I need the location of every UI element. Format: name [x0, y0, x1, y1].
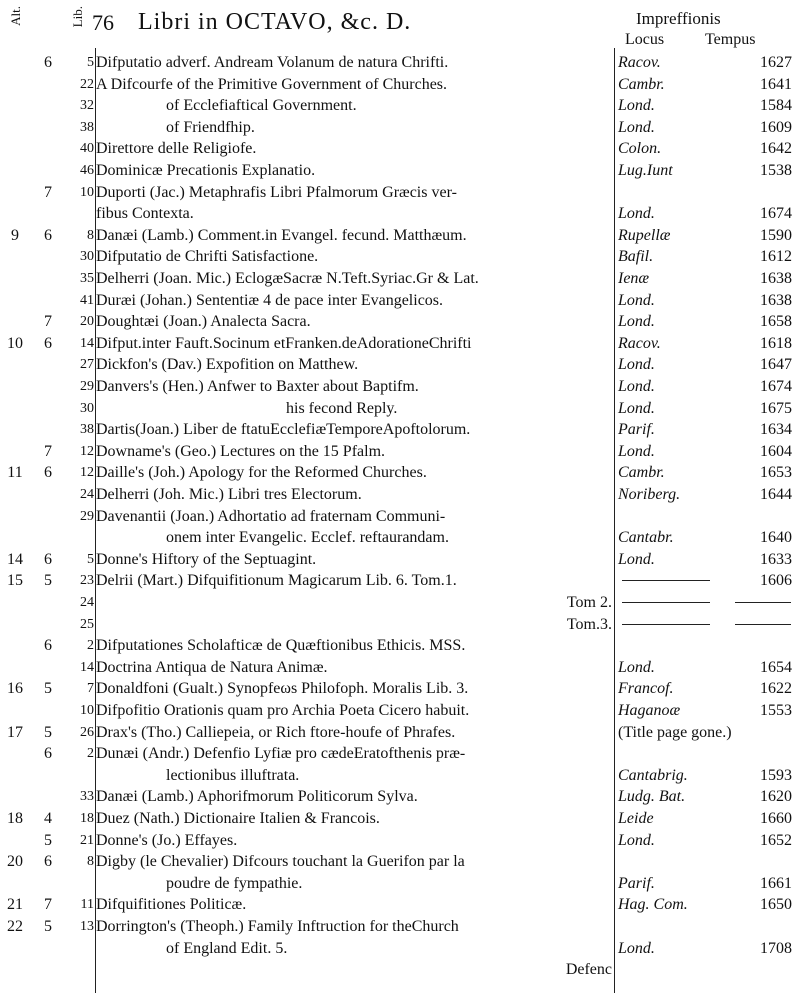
entry-title: Digby (le Chevalier) Difcours touchant la Guerifon par la — [96, 853, 465, 871]
imprint-year: 1647 — [760, 356, 792, 374]
lib-number: 4 — [44, 810, 52, 827]
imprint-place: Leide — [618, 810, 654, 827]
alt-column-header: Alt. — [8, 6, 23, 26]
imprint-place: Ienæ — [618, 270, 650, 287]
catalogue-row — [0, 614, 795, 635]
catalogue-row — [0, 376, 795, 397]
alt-number: 21 — [7, 896, 23, 914]
lib-number: 7 — [44, 896, 52, 914]
item-number: 24 — [80, 595, 94, 610]
imprint-place: Parif. — [618, 874, 655, 892]
catalogue-row — [0, 354, 795, 375]
entry-title: Donne's (Jo.) Effayes. — [96, 831, 238, 849]
catalogue-row — [0, 333, 795, 354]
imprint-place: Lond. — [618, 313, 655, 331]
imprint-place: Parif. — [618, 421, 655, 439]
ditto-rule — [622, 580, 710, 581]
item-number: 8 — [87, 854, 94, 870]
entry-title: of England Edit. 5. — [166, 939, 288, 957]
item-number: 32 — [80, 98, 94, 114]
imprint-place: Bafil. — [618, 248, 654, 266]
item-number: 11 — [80, 897, 94, 913]
alt-number: 14 — [7, 550, 23, 568]
catalogue-row — [0, 290, 795, 311]
lib-number: 7 — [44, 313, 52, 331]
alt-number: 10 — [7, 334, 23, 352]
entry-title: of Friendfhip. — [166, 118, 255, 136]
item-number: 23 — [80, 573, 94, 589]
item-number: 10 — [80, 703, 94, 718]
entry-title: fibus Contexta. — [96, 205, 194, 223]
imprint-year: 1584 — [760, 97, 792, 115]
entry-title: Doctrina Antiqua de Natura Animæ. — [96, 658, 328, 676]
entry-title: Downame's (Geo.) Lectures on the 15 Pfalm. — [96, 442, 386, 460]
entry-title: Delherri (Joan. Mic.) EclogæSacræ N.Teft.Syriac.Gr & Lat. — [96, 270, 479, 287]
page-title: Libri in OCTAVO, &c. D. — [138, 9, 412, 35]
imprint-year: 1661 — [760, 874, 792, 892]
catalogue-row — [0, 570, 795, 591]
imprint-place: Lond. — [618, 939, 655, 957]
lib-number: 6 — [44, 853, 52, 871]
imprint-place: Cantabrig. — [618, 766, 688, 784]
imprint-year: 1633 — [760, 550, 792, 568]
catalogue-row — [0, 743, 795, 764]
catalogue-row — [0, 268, 795, 289]
item-number: 27 — [80, 357, 94, 373]
entry-title: his fecond Reply. — [286, 399, 398, 417]
imprint-year: 1654 — [760, 658, 792, 676]
catalogue-row — [0, 95, 795, 116]
catalogue-row — [0, 959, 795, 980]
entry-title: Difputationes Scholafticæ de Quæftionibus Ethicis. MSS. — [96, 637, 466, 655]
catalogue-row — [0, 203, 795, 224]
alt-number: 16 — [7, 680, 23, 698]
imprint-year: 1538 — [760, 162, 792, 179]
entry-title: Donaldfoni (Gualt.) Synopfeωs Philofoph. Moralis Lib. 3. — [96, 680, 469, 698]
imprint-place: Lond. — [618, 442, 655, 460]
page-number: 76 — [92, 10, 114, 35]
entry-title: lectionibus illuftrata. — [166, 766, 300, 784]
imprint-year: 1674 — [760, 378, 792, 395]
imprint-place: Noriberg. — [618, 486, 681, 503]
item-number: 30 — [80, 249, 94, 265]
entry-title: Delherri (Joh. Mic.) Libri tres Electorum. — [96, 486, 362, 503]
imprint-place: Cambr. — [618, 75, 665, 93]
item-number: 8 — [87, 227, 94, 243]
item-number: 12 — [80, 465, 94, 481]
item-number: 5 — [87, 55, 94, 70]
catalogue-row — [0, 484, 795, 505]
imprint-year: 1642 — [760, 140, 792, 158]
item-number: 14 — [80, 335, 94, 351]
lib-number: 6 — [44, 54, 52, 71]
lib-number: 6 — [44, 464, 52, 482]
imprint-year: 1652 — [760, 831, 792, 849]
catalogue-row — [0, 225, 795, 246]
item-number: 7 — [87, 681, 94, 697]
imprint-year: 1650 — [760, 896, 792, 914]
item-number: 41 — [80, 292, 94, 308]
item-number: 5 — [87, 551, 94, 567]
entry-title: Difquifitiones Politicæ. — [96, 896, 247, 914]
catalogue-row — [0, 635, 795, 656]
item-number: 40 — [80, 141, 94, 157]
lib-number: 6 — [44, 226, 52, 244]
item-number: 18 — [80, 811, 94, 826]
item-number: 33 — [80, 789, 94, 805]
lib-number: 6 — [44, 745, 52, 763]
imprint-year: 1590 — [760, 226, 792, 244]
catalogue-row — [0, 398, 795, 419]
catalogue-row — [0, 657, 795, 678]
item-number: 25 — [80, 616, 94, 632]
catalogue-row — [0, 182, 795, 203]
entry-title: poudre de fympathie. — [166, 874, 303, 892]
catalogue-row — [0, 549, 795, 570]
catalogue-row — [0, 52, 795, 73]
alt-number: 9 — [11, 226, 19, 244]
lib-number: 7 — [44, 183, 52, 201]
catalogue-row — [0, 830, 795, 851]
imprint-place: Racov. — [618, 334, 661, 352]
imprint-place: Lond. — [618, 291, 655, 309]
entry-title: Dunæi (Andr.) Defenfio Lyfiæ pro cædeEratofthenis præ- — [96, 745, 466, 763]
imprint-year: 1609 — [760, 118, 792, 136]
catalogue-row — [0, 160, 795, 181]
imprint-place: Lond. — [618, 356, 655, 374]
imprint-place: Colon. — [618, 140, 662, 158]
entry-title: Tom 2. — [566, 594, 612, 611]
imprint-place: Francof. — [618, 680, 674, 698]
entry-title: Daille's (Joh.) Apology for the Reformed Churches. — [96, 464, 427, 482]
entry-title: Difputatio adverf. Andream Volanum de natura Chrifti. — [96, 54, 449, 71]
catalogue-row — [0, 462, 795, 483]
alt-number: 17 — [7, 723, 23, 741]
imprint-place: Lond. — [618, 97, 655, 115]
catalogue-row — [0, 419, 795, 440]
imprint-year: 1658 — [760, 313, 792, 331]
lib-number: 5 — [44, 918, 52, 935]
imprint-year: 1612 — [760, 248, 792, 266]
entry-title: Duræi (Johan.) Sententiæ 4 de pace inter Evangelicos. — [96, 291, 444, 309]
entry-title: Drax's (Tho.) Calliepeia, or Rich ftore-houfe of Phrafes. — [96, 723, 456, 741]
entry-title: Dorrington's (Theoph.) Family Inftruction for theChurch — [96, 918, 459, 935]
catalogue-row — [0, 851, 795, 872]
catalogue-row — [0, 441, 795, 462]
item-number: 26 — [80, 724, 94, 740]
imprint-year: 1620 — [760, 788, 792, 806]
entry-title: Doughtæi (Joan.) Analecta Sacra. — [96, 313, 311, 331]
entry-title: Delrii (Mart.) Difquifitionum Magicarum Lib. 6. Tom.1. — [96, 572, 457, 590]
entry-title: A Difcourfe of the Primitive Government of Churches. — [96, 75, 448, 93]
item-number: 22 — [80, 76, 94, 92]
entry-title: Duez (Nath.) Dictionaire Italien & Francois. — [96, 810, 380, 827]
lib-number: 6 — [44, 334, 52, 352]
catalogue-row — [0, 765, 795, 786]
entry-title: Dickfon's (Dav.) Expofition on Matthew. — [96, 356, 359, 374]
item-number: 20 — [80, 314, 94, 330]
item-number: 29 — [80, 508, 94, 524]
item-number: 2 — [87, 638, 94, 654]
lib-number: 5 — [44, 572, 52, 590]
catalogue-row — [0, 246, 795, 267]
entry-title: Danvers's (Hen.) Anfwer to Baxter about Baptifm. — [96, 378, 419, 395]
entry-title: Direttore delle Religiofe. — [96, 140, 257, 158]
catalogue-row — [0, 700, 795, 721]
imprint-year: 1634 — [760, 421, 792, 439]
imprint-place: Lond. — [618, 205, 655, 223]
catalogue-row — [0, 722, 795, 743]
alt-number: 18 — [7, 810, 23, 827]
imprint-place: Lond. — [618, 550, 655, 568]
entry-title: Difput.inter Fauft.Socinum etFranken.deAdorationeChrifti — [96, 334, 472, 352]
tempus-header: Tempus — [705, 31, 756, 48]
imprint-year: 1641 — [760, 75, 792, 93]
alt-number: 15 — [7, 572, 23, 590]
alt-number: 11 — [7, 464, 23, 482]
lib-number: 5 — [44, 723, 52, 741]
imprint-place: Lond. — [618, 399, 655, 417]
catalogue-row — [0, 678, 795, 699]
item-number: 35 — [80, 271, 94, 286]
imprint-place: Racov. — [618, 54, 661, 71]
imprint-year: 1675 — [760, 399, 792, 417]
entry-title: onem inter Evangelic. Ecclef. reftaurandam. — [166, 529, 449, 547]
imprint-place: Lond. — [618, 831, 655, 849]
alt-number: 20 — [7, 853, 23, 871]
item-number: 12 — [80, 443, 94, 459]
ditto-rule — [622, 624, 710, 625]
lib-number: 7 — [44, 442, 52, 460]
entry-title: Dartis(Joan.) Liber de ftatuEcclefiæTemporeApoftolorum. — [96, 421, 471, 439]
item-number: 14 — [80, 659, 94, 675]
entry-title: Donne's Hiftory of the Septuagint. — [96, 550, 317, 568]
item-number: 46 — [80, 163, 94, 178]
ditto-rule — [735, 602, 791, 603]
imprint-note: (Title page gone.) — [618, 723, 732, 741]
catalogue-row — [0, 894, 795, 915]
item-number: 29 — [80, 379, 94, 394]
lib-number: 5 — [44, 831, 52, 849]
imprint-place: Lug.Iunt — [618, 162, 673, 179]
item-number: 24 — [80, 487, 94, 502]
catalogue-row — [0, 938, 795, 959]
imprint-place: Cambr. — [618, 464, 665, 482]
item-number: 10 — [80, 184, 94, 200]
lib-column-header: Lib. — [70, 6, 85, 28]
entry-title: Difputatio de Chrifti Satisfactione. — [96, 248, 319, 266]
catalogue-row — [0, 117, 795, 138]
entry-title: Davenantii (Joan.) Adhortatio ad fraternam Communi- — [96, 507, 446, 525]
item-number: 13 — [80, 919, 94, 934]
ditto-rule — [735, 624, 791, 625]
catalogue-row — [0, 311, 795, 332]
imprint-year: 1660 — [760, 810, 792, 827]
imprint-place: Lond. — [618, 118, 655, 136]
imprint-year: 1644 — [760, 486, 792, 503]
locus-header: Locus — [625, 31, 665, 48]
ditto-rule — [622, 602, 710, 603]
item-number: 38 — [80, 119, 94, 135]
catalogue-row — [0, 808, 795, 829]
entry-title: of Ecclefiaftical Government. — [166, 97, 357, 115]
alt-number: 22 — [7, 918, 23, 935]
lib-number: 6 — [44, 550, 52, 568]
entry-title: Difpofitio Orationis quam pro Archia Poeta Cicero habuit. — [96, 702, 470, 719]
item-number: 30 — [80, 400, 94, 416]
imprint-place: Haganoæ — [618, 702, 681, 719]
item-number: 2 — [87, 746, 94, 762]
catalogue-row — [0, 592, 795, 613]
imprint-year: 1638 — [760, 291, 792, 309]
imprint-place: Hag. Com. — [618, 896, 688, 914]
imprint-year: 1622 — [760, 680, 792, 698]
item-number: 21 — [80, 832, 94, 848]
imprint-place: Lond. — [618, 658, 655, 676]
imprint-year: 1708 — [760, 939, 792, 957]
imprint-place: Rupellæ — [618, 226, 671, 244]
imprint-year: 1553 — [760, 702, 792, 719]
imprint-place: Ludg. Bat. — [618, 788, 686, 806]
entry-title: Dominicæ Precationis Explanatio. — [96, 162, 316, 179]
entry-title: Danæi (Lamb.) Aphorifmorum Politicorum Sylva. — [96, 788, 418, 806]
imprint-place: Cantabr. — [618, 529, 674, 547]
entry-title: Duporti (Jac.) Metaphrafis Libri Pfalmorum Græcis ver- — [96, 183, 457, 201]
catalogue-row — [0, 138, 795, 159]
imprint-year: 1638 — [760, 270, 792, 287]
catalogue-row — [0, 506, 795, 527]
entry-title: Tom.3. — [566, 615, 612, 633]
imprint-year: 1674 — [760, 205, 792, 223]
imprint-year: 1653 — [760, 464, 792, 482]
impressionis-header: Impreffionis — [636, 9, 721, 28]
entry-title: Defenc — [565, 961, 612, 979]
catalogue-row — [0, 527, 795, 548]
imprint-year: 1593 — [760, 766, 792, 784]
imprint-year: 1606 — [760, 572, 792, 590]
imprint-year: 1604 — [760, 442, 792, 460]
imprint-year: 1627 — [760, 54, 792, 71]
item-number: 38 — [80, 422, 94, 438]
lib-number: 5 — [44, 680, 52, 698]
page-header — [0, 4, 795, 52]
catalogue-row — [0, 916, 795, 937]
catalogue-row — [0, 786, 795, 807]
imprint-place: Lond. — [618, 378, 655, 395]
lib-number: 6 — [44, 637, 52, 655]
entry-title: Danæi (Lamb.) Comment.in Evangel. fecund. Matthæum. — [96, 226, 467, 244]
imprint-year: 1618 — [760, 334, 792, 352]
catalogue-row — [0, 74, 795, 95]
catalogue-row — [0, 873, 795, 894]
imprint-year: 1640 — [760, 529, 792, 547]
